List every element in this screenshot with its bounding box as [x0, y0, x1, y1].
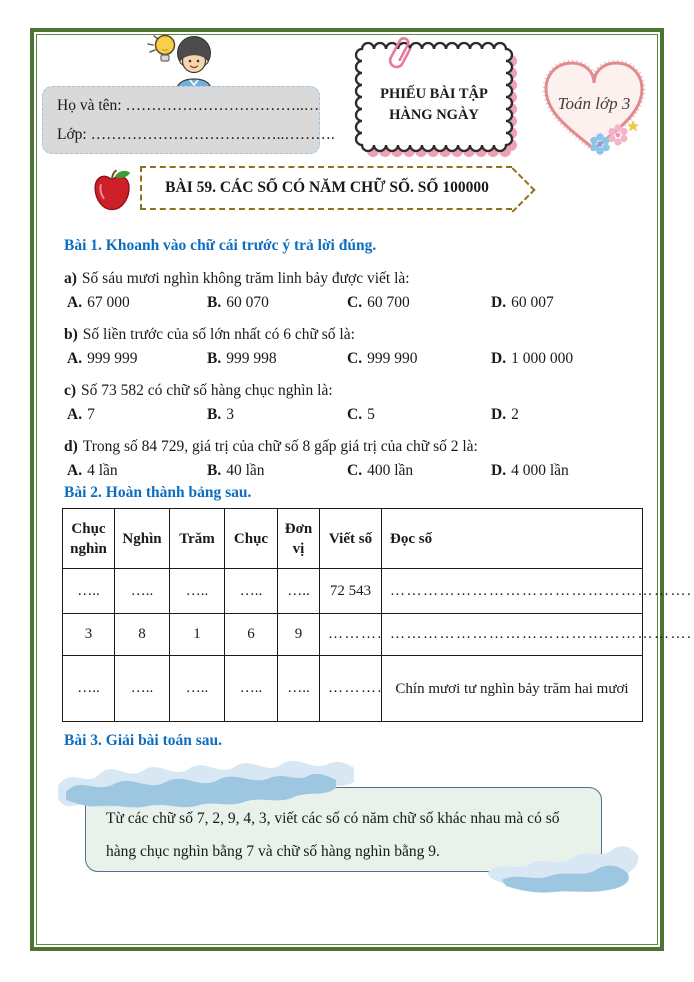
- flower-decorations-icon: [588, 118, 644, 160]
- option: C. 999 990: [347, 350, 418, 367]
- question-a-label: a): [64, 269, 77, 287]
- place-value-table: [62, 508, 693, 722]
- option: A. 7: [67, 406, 95, 423]
- question-a-options: [64, 291, 639, 315]
- badge-title: [358, 84, 510, 126]
- question-a: [64, 267, 639, 291]
- option: C. 60 700: [347, 294, 410, 311]
- option: D. 1 000 000: [491, 350, 574, 367]
- lesson-title: BÀI 59. CÁC SỐ CÓ NĂM CHỮ SỐ. SỐ 100000: [165, 179, 489, 196]
- lesson-title-banner: [140, 166, 512, 210]
- question-b: [64, 323, 639, 347]
- option: A. 67 000: [67, 294, 130, 311]
- question-c-label: c): [64, 381, 77, 399]
- wave-decoration-top-icon: [56, 752, 356, 810]
- option: B. 60 070: [207, 294, 269, 311]
- exercise3-heading: Bài 3. Giải bài toán sau.: [64, 732, 223, 749]
- option: C. 400 lần: [347, 462, 414, 479]
- subject-label: Toán lớp 3: [557, 94, 631, 113]
- table-row: ….. ….. ….. ….. ….. ………. Chín mươi tư nghìn bảy trăm hai mươi: [63, 656, 643, 722]
- badge-line2: HÀNG NGÀY: [389, 107, 479, 123]
- table-header-row: Chục nghìn Nghìn Trăm Chục Đơn vị Viết số Đọc số: [63, 509, 643, 569]
- question-d-options: [64, 459, 639, 483]
- question-d: [64, 435, 639, 459]
- option: B. 999 998: [207, 350, 277, 367]
- table-row: ….. ….. ….. ….. ….. 72 543 ……………………………………………….: [63, 569, 643, 614]
- name-field: Họ và tên: ……………………………..…: [57, 97, 320, 114]
- wave-decoration-bottom-icon: [482, 838, 642, 906]
- option: B. 3: [207, 406, 234, 423]
- question-d-text: Trong số 84 729, giá trị của chữ số 8 gấp giá trị của chữ số 2 là:: [82, 437, 478, 455]
- option: C. 5: [347, 406, 375, 423]
- option: D. 2: [491, 406, 519, 423]
- option: A. 4 lần: [67, 462, 118, 479]
- question-c-options: [64, 403, 639, 427]
- badge-line1: PHIẾU BÀI TẬP: [380, 86, 488, 102]
- problem-text: Từ các chữ số 7, 2, 9, 4, 3, viết các số có năm chữ số khác nhau mà có số hàng chục nghìn bằng 7 và chữ số hàng nghìn bằng 9.: [106, 810, 560, 860]
- question-b-text: Số liền trước của số lớn nhất có 6 chữ số là:: [82, 325, 355, 343]
- exercise2-heading: Bài 2. Hoàn thành bảng sau.: [64, 484, 252, 501]
- option: D. 4 000 lần: [491, 462, 569, 479]
- table-row: 3 8 1 6 9 ………. ……………………………………………….: [63, 614, 643, 656]
- option: B. 40 lần: [207, 462, 265, 479]
- student-info-box: [42, 86, 335, 154]
- question-b-label: b): [64, 325, 78, 343]
- apple-icon: [92, 168, 134, 215]
- question-c-text: Số 73 582 có chữ số hàng chục nghìn là:: [81, 381, 333, 399]
- question-a-text: Số sáu mươi nghìn không trăm linh bảy được viết là:: [81, 269, 410, 287]
- question-b-options: [64, 347, 639, 371]
- question-c: [64, 379, 639, 403]
- option: D. 60 007: [491, 294, 554, 311]
- option: A. 999 999: [67, 350, 138, 367]
- exercise1-heading: Bài 1. Khoanh vào chữ cái trước ý trả lời đúng.: [64, 237, 377, 254]
- class-field: Lớp: ………………………………..……….: [57, 126, 335, 143]
- question-d-label: d): [64, 437, 78, 455]
